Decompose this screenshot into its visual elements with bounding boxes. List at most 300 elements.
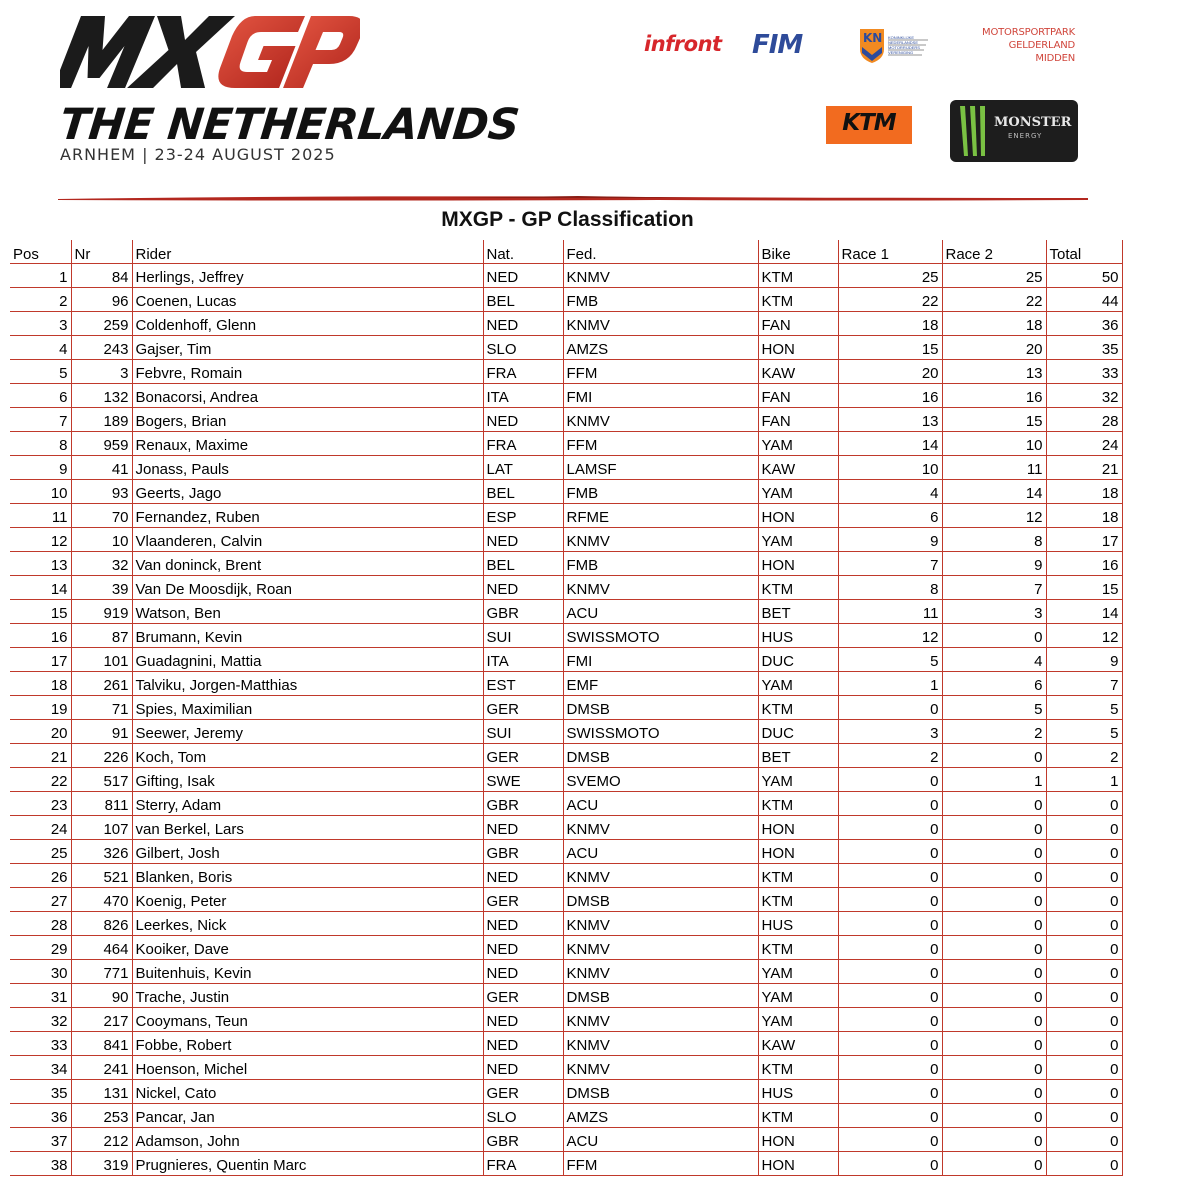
- cell-fed: KNMV: [563, 527, 758, 551]
- cell-pos: 30: [10, 959, 71, 983]
- cell-race1: 0: [838, 1007, 942, 1031]
- cell-race1: 0: [838, 863, 942, 887]
- cell-nr: 811: [71, 791, 132, 815]
- table-row: [10, 287, 1122, 311]
- cell-pos: 33: [10, 1031, 71, 1055]
- cell-nr: 39: [71, 575, 132, 599]
- cell-rider: Fernandez, Ruben: [132, 503, 483, 527]
- cell-pos: 12: [10, 527, 71, 551]
- cell-nat: NED: [483, 815, 563, 839]
- cell-fed: KNMV: [563, 935, 758, 959]
- cell-nat: ITA: [483, 383, 563, 407]
- table-row: [10, 863, 1122, 887]
- cell-fed: KNMV: [563, 263, 758, 287]
- cell-nat: BEL: [483, 551, 563, 575]
- cell-race2: 0: [942, 1127, 1046, 1151]
- cell-nr: 212: [71, 1127, 132, 1151]
- cell-nat: BEL: [483, 479, 563, 503]
- col-header-bike: Bike: [758, 240, 838, 263]
- cell-race2: 0: [942, 887, 1046, 911]
- cell-nat: SLO: [483, 335, 563, 359]
- cell-pos: 10: [10, 479, 71, 503]
- cell-fed: DMSB: [563, 887, 758, 911]
- cell-race2: 0: [942, 623, 1046, 647]
- cell-bike: YAM: [758, 1007, 838, 1031]
- cell-rider: Adamson, John: [132, 1127, 483, 1151]
- cell-nat: GER: [483, 983, 563, 1007]
- table-row: [10, 719, 1122, 743]
- motorsportpark-logo: [955, 26, 1075, 65]
- cell-race2: 11: [942, 455, 1046, 479]
- cell-bike: HON: [758, 335, 838, 359]
- cell-nr: 71: [71, 695, 132, 719]
- cell-nr: 96: [71, 287, 132, 311]
- col-header-pos: Pos: [10, 240, 71, 263]
- cell-nr: 826: [71, 911, 132, 935]
- cell-race2: 13: [942, 359, 1046, 383]
- cell-race2: 2: [942, 719, 1046, 743]
- table-row: [10, 359, 1122, 383]
- park-line-2: GELDERLAND: [1008, 40, 1075, 51]
- cell-nr: 241: [71, 1055, 132, 1079]
- col-header-race2: Race 2: [942, 240, 1046, 263]
- cell-rider: Nickel, Cato: [132, 1079, 483, 1103]
- cell-rider: Sterry, Adam: [132, 791, 483, 815]
- cell-total: 0: [1046, 791, 1122, 815]
- cell-fed: DMSB: [563, 695, 758, 719]
- cell-pos: 18: [10, 671, 71, 695]
- cell-nat: BEL: [483, 287, 563, 311]
- infront-logo: infront: [644, 32, 722, 56]
- cell-nr: 3: [71, 359, 132, 383]
- cell-nat: GER: [483, 887, 563, 911]
- cell-total: 12: [1046, 623, 1122, 647]
- cell-bike: DUC: [758, 647, 838, 671]
- cell-fed: AMZS: [563, 1103, 758, 1127]
- cell-nat: FRA: [483, 431, 563, 455]
- cell-race2: 0: [942, 983, 1046, 1007]
- cell-pos: 1: [10, 263, 71, 287]
- cell-pos: 6: [10, 383, 71, 407]
- cell-pos: 17: [10, 647, 71, 671]
- cell-rider: Trache, Justin: [132, 983, 483, 1007]
- cell-nr: 87: [71, 623, 132, 647]
- cell-nr: 217: [71, 1007, 132, 1031]
- cell-race2: 0: [942, 911, 1046, 935]
- cell-nat: NED: [483, 407, 563, 431]
- cell-pos: 38: [10, 1151, 71, 1175]
- cell-nat: SUI: [483, 719, 563, 743]
- cell-race2: 5: [942, 695, 1046, 719]
- cell-total: 33: [1046, 359, 1122, 383]
- table-row: [10, 767, 1122, 791]
- cell-nat: SLO: [483, 1103, 563, 1127]
- cell-bike: FAN: [758, 383, 838, 407]
- cell-fed: KNMV: [563, 407, 758, 431]
- knmv-logo-caption: KONINKLIJKE NEDERLANDSE MOTORRIJDERS VERENIGING: [888, 35, 920, 55]
- cell-rider: Spies, Maximilian: [132, 695, 483, 719]
- cell-total: 18: [1046, 503, 1122, 527]
- cell-total: 5: [1046, 719, 1122, 743]
- cell-nr: 32: [71, 551, 132, 575]
- cell-nr: 259: [71, 311, 132, 335]
- cell-nat: FRA: [483, 1151, 563, 1175]
- cell-rider: Watson, Ben: [132, 599, 483, 623]
- cell-total: 0: [1046, 815, 1122, 839]
- col-header-total: Total: [1046, 240, 1122, 263]
- cell-nr: 93: [71, 479, 132, 503]
- cell-fed: AMZS: [563, 335, 758, 359]
- cell-nat: NED: [483, 959, 563, 983]
- col-header-fed: Fed.: [563, 240, 758, 263]
- cell-race1: 0: [838, 1055, 942, 1079]
- ktm-logo-text: KTM: [842, 110, 896, 136]
- cell-race1: 14: [838, 431, 942, 455]
- cell-nr: 101: [71, 647, 132, 671]
- cell-rider: Guadagnini, Mattia: [132, 647, 483, 671]
- cell-fed: FFM: [563, 431, 758, 455]
- cell-race1: 0: [838, 839, 942, 863]
- table-row: [10, 1031, 1122, 1055]
- cell-bike: KTM: [758, 1055, 838, 1079]
- table-row: [10, 551, 1122, 575]
- table-row: [10, 527, 1122, 551]
- cell-pos: 34: [10, 1055, 71, 1079]
- cell-rider: Buitenhuis, Kevin: [132, 959, 483, 983]
- cell-total: 0: [1046, 863, 1122, 887]
- cell-pos: 11: [10, 503, 71, 527]
- cell-total: 15: [1046, 575, 1122, 599]
- cell-bike: HUS: [758, 623, 838, 647]
- cell-race2: 15: [942, 407, 1046, 431]
- cell-bike: KTM: [758, 263, 838, 287]
- table-row: [10, 1103, 1122, 1127]
- cell-bike: KTM: [758, 935, 838, 959]
- cell-bike: YAM: [758, 431, 838, 455]
- cell-total: 2: [1046, 743, 1122, 767]
- cell-fed: KNMV: [563, 863, 758, 887]
- cell-nat: GBR: [483, 791, 563, 815]
- cell-total: 1: [1046, 767, 1122, 791]
- cell-nat: NED: [483, 311, 563, 335]
- table-row: [10, 1055, 1122, 1079]
- cell-nr: 107: [71, 815, 132, 839]
- table-row: [10, 935, 1122, 959]
- cell-nat: NED: [483, 1055, 563, 1079]
- park-line-1: MOTORSPORTPARK: [982, 27, 1075, 38]
- table-row: [10, 1007, 1122, 1031]
- cell-total: 0: [1046, 1031, 1122, 1055]
- cell-total: 0: [1046, 1151, 1122, 1175]
- cell-race1: 6: [838, 503, 942, 527]
- cell-pos: 25: [10, 839, 71, 863]
- fim-logo: FIM: [752, 30, 803, 60]
- cell-fed: SWISSMOTO: [563, 719, 758, 743]
- cell-race1: 25: [838, 263, 942, 287]
- cell-race1: 0: [838, 1103, 942, 1127]
- cell-race2: 1: [942, 767, 1046, 791]
- cell-nat: NED: [483, 935, 563, 959]
- cell-race1: 0: [838, 935, 942, 959]
- cell-fed: KNMV: [563, 1031, 758, 1055]
- cell-bike: YAM: [758, 767, 838, 791]
- cell-pos: 28: [10, 911, 71, 935]
- cell-rider: Prugnieres, Quentin Marc: [132, 1151, 483, 1175]
- cell-total: 0: [1046, 1007, 1122, 1031]
- cell-race1: 0: [838, 1079, 942, 1103]
- cell-race1: 0: [838, 983, 942, 1007]
- table-row: [10, 455, 1122, 479]
- cell-nr: 470: [71, 887, 132, 911]
- cell-nr: 841: [71, 1031, 132, 1055]
- cell-race2: 0: [942, 1055, 1046, 1079]
- cell-nr: 90: [71, 983, 132, 1007]
- table-row: [10, 1151, 1122, 1175]
- cell-nat: NED: [483, 1007, 563, 1031]
- cell-race1: 12: [838, 623, 942, 647]
- cell-race1: 15: [838, 335, 942, 359]
- cell-race2: 10: [942, 431, 1046, 455]
- cell-total: 32: [1046, 383, 1122, 407]
- cell-rider: Kooiker, Dave: [132, 935, 483, 959]
- cell-race1: 8: [838, 575, 942, 599]
- cell-nat: LAT: [483, 455, 563, 479]
- cell-race2: 0: [942, 1103, 1046, 1127]
- cell-rider: Koch, Tom: [132, 743, 483, 767]
- cell-nr: 326: [71, 839, 132, 863]
- cell-total: 50: [1046, 263, 1122, 287]
- cell-nat: SUI: [483, 623, 563, 647]
- cell-nr: 84: [71, 263, 132, 287]
- cell-bike: BET: [758, 599, 838, 623]
- cell-race2: 7: [942, 575, 1046, 599]
- cell-race2: 20: [942, 335, 1046, 359]
- cell-pos: 22: [10, 767, 71, 791]
- cell-fed: DMSB: [563, 983, 758, 1007]
- cell-race2: 6: [942, 671, 1046, 695]
- cell-nat: GER: [483, 743, 563, 767]
- cell-nat: GBR: [483, 1127, 563, 1151]
- cell-bike: FAN: [758, 407, 838, 431]
- cell-rider: Brumann, Kevin: [132, 623, 483, 647]
- cell-race2: 3: [942, 599, 1046, 623]
- cell-fed: KNMV: [563, 575, 758, 599]
- cell-bike: KTM: [758, 575, 838, 599]
- cell-race2: 9: [942, 551, 1046, 575]
- cell-fed: KNMV: [563, 1055, 758, 1079]
- table-row: [10, 407, 1122, 431]
- cell-bike: KAW: [758, 359, 838, 383]
- cell-race1: 0: [838, 1031, 942, 1055]
- cell-rider: Herlings, Jeffrey: [132, 263, 483, 287]
- cell-bike: HON: [758, 839, 838, 863]
- cell-rider: Gilbert, Josh: [132, 839, 483, 863]
- cell-race1: 0: [838, 791, 942, 815]
- cell-pos: 3: [10, 311, 71, 335]
- cell-nat: FRA: [483, 359, 563, 383]
- cell-fed: DMSB: [563, 1079, 758, 1103]
- cell-pos: 32: [10, 1007, 71, 1031]
- document-title: MXGP - GP Classification: [441, 208, 694, 231]
- table-row: [10, 743, 1122, 767]
- cell-fed: ACU: [563, 839, 758, 863]
- table-row: [10, 959, 1122, 983]
- cell-pos: 23: [10, 791, 71, 815]
- table-row: [10, 335, 1122, 359]
- cell-rider: Cooymans, Teun: [132, 1007, 483, 1031]
- cell-race2: 0: [942, 959, 1046, 983]
- cell-bike: YAM: [758, 479, 838, 503]
- cell-pos: 37: [10, 1127, 71, 1151]
- cell-total: 18: [1046, 479, 1122, 503]
- cell-total: 0: [1046, 983, 1122, 1007]
- cell-fed: KNMV: [563, 311, 758, 335]
- cell-rider: Hoenson, Michel: [132, 1055, 483, 1079]
- cell-total: 17: [1046, 527, 1122, 551]
- cell-pos: 36: [10, 1103, 71, 1127]
- cell-race2: 0: [942, 1007, 1046, 1031]
- cell-nr: 10: [71, 527, 132, 551]
- cell-nr: 243: [71, 335, 132, 359]
- cell-race1: 1: [838, 671, 942, 695]
- cell-race2: 0: [942, 743, 1046, 767]
- cell-rider: Renaux, Maxime: [132, 431, 483, 455]
- cell-bike: YAM: [758, 671, 838, 695]
- cell-bike: BET: [758, 743, 838, 767]
- cell-total: 21: [1046, 455, 1122, 479]
- cell-race2: 0: [942, 935, 1046, 959]
- cell-rider: Vlaanderen, Calvin: [132, 527, 483, 551]
- cell-nat: NED: [483, 1031, 563, 1055]
- cell-fed: FFM: [563, 359, 758, 383]
- cell-fed: KNMV: [563, 815, 758, 839]
- cell-race2: 0: [942, 863, 1046, 887]
- cell-total: 5: [1046, 695, 1122, 719]
- cell-fed: DMSB: [563, 743, 758, 767]
- cell-rider: van Berkel, Lars: [132, 815, 483, 839]
- cell-nat: NED: [483, 911, 563, 935]
- cell-pos: 14: [10, 575, 71, 599]
- cell-nat: GER: [483, 695, 563, 719]
- cell-total: 0: [1046, 1055, 1122, 1079]
- cell-race1: 20: [838, 359, 942, 383]
- col-header-rider: Rider: [132, 240, 483, 263]
- cell-race1: 0: [838, 911, 942, 935]
- table-row: [10, 671, 1122, 695]
- cell-fed: FFM: [563, 1151, 758, 1175]
- col-header-nat: Nat.: [483, 240, 563, 263]
- cell-race1: 0: [838, 1127, 942, 1151]
- cell-race1: 0: [838, 1151, 942, 1175]
- cell-race2: 4: [942, 647, 1046, 671]
- cell-race1: 13: [838, 407, 942, 431]
- col-header-nr: Nr: [71, 240, 132, 263]
- table-row: [10, 599, 1122, 623]
- monster-logo-subtext: ENERGY: [1008, 132, 1043, 140]
- cell-nat: NED: [483, 575, 563, 599]
- cell-nat: EST: [483, 671, 563, 695]
- cell-nr: 41: [71, 455, 132, 479]
- cell-fed: FMB: [563, 479, 758, 503]
- cell-fed: FMB: [563, 551, 758, 575]
- cell-race1: 0: [838, 767, 942, 791]
- cell-total: 36: [1046, 311, 1122, 335]
- cell-race1: 0: [838, 695, 942, 719]
- table-row: [10, 887, 1122, 911]
- cell-race1: 0: [838, 887, 942, 911]
- cell-race2: 22: [942, 287, 1046, 311]
- cell-bike: YAM: [758, 527, 838, 551]
- cell-nr: 91: [71, 719, 132, 743]
- cell-fed: ACU: [563, 791, 758, 815]
- table-row: [10, 311, 1122, 335]
- cell-rider: Coldenhoff, Glenn: [132, 311, 483, 335]
- cell-race1: 11: [838, 599, 942, 623]
- cell-total: 0: [1046, 1127, 1122, 1151]
- cell-rider: Seewer, Jeremy: [132, 719, 483, 743]
- cell-rider: Koenig, Peter: [132, 887, 483, 911]
- cell-bike: YAM: [758, 959, 838, 983]
- cell-bike: HON: [758, 815, 838, 839]
- cell-fed: ACU: [563, 1127, 758, 1151]
- cell-total: 28: [1046, 407, 1122, 431]
- cell-nat: NED: [483, 527, 563, 551]
- classification-table: [10, 240, 1123, 1176]
- cell-pos: 5: [10, 359, 71, 383]
- cell-pos: 35: [10, 1079, 71, 1103]
- cell-total: 44: [1046, 287, 1122, 311]
- cell-rider: Blanken, Boris: [132, 863, 483, 887]
- cell-pos: 19: [10, 695, 71, 719]
- cell-rider: Bogers, Brian: [132, 407, 483, 431]
- cell-rider: Geerts, Jago: [132, 479, 483, 503]
- cell-fed: KNMV: [563, 1007, 758, 1031]
- cell-fed: RFME: [563, 503, 758, 527]
- cell-race2: 14: [942, 479, 1046, 503]
- cell-pos: 26: [10, 863, 71, 887]
- cell-total: 0: [1046, 1079, 1122, 1103]
- cell-pos: 7: [10, 407, 71, 431]
- cell-total: 9: [1046, 647, 1122, 671]
- cell-fed: KNMV: [563, 959, 758, 983]
- cell-nr: 319: [71, 1151, 132, 1175]
- table-row: [10, 575, 1122, 599]
- cell-total: 24: [1046, 431, 1122, 455]
- cell-race2: 0: [942, 839, 1046, 863]
- cell-rider: Coenen, Lucas: [132, 287, 483, 311]
- cell-race2: 8: [942, 527, 1046, 551]
- cell-fed: FMI: [563, 647, 758, 671]
- cell-rider: Leerkes, Nick: [132, 911, 483, 935]
- cell-rider: Van doninck, Brent: [132, 551, 483, 575]
- cell-nr: 517: [71, 767, 132, 791]
- cell-nr: 464: [71, 935, 132, 959]
- cell-bike: DUC: [758, 719, 838, 743]
- cell-rider: Pancar, Jan: [132, 1103, 483, 1127]
- cell-pos: 9: [10, 455, 71, 479]
- cell-nr: 919: [71, 599, 132, 623]
- cell-bike: KAW: [758, 1031, 838, 1055]
- cell-pos: 29: [10, 935, 71, 959]
- cell-bike: HON: [758, 551, 838, 575]
- event-title: THE NETHERLANDS: [57, 100, 522, 150]
- cell-rider: Van De Moosdijk, Roan: [132, 575, 483, 599]
- cell-pos: 13: [10, 551, 71, 575]
- cell-bike: KAW: [758, 455, 838, 479]
- cell-fed: KNMV: [563, 911, 758, 935]
- cell-nr: 959: [71, 431, 132, 455]
- table-row: [10, 983, 1122, 1007]
